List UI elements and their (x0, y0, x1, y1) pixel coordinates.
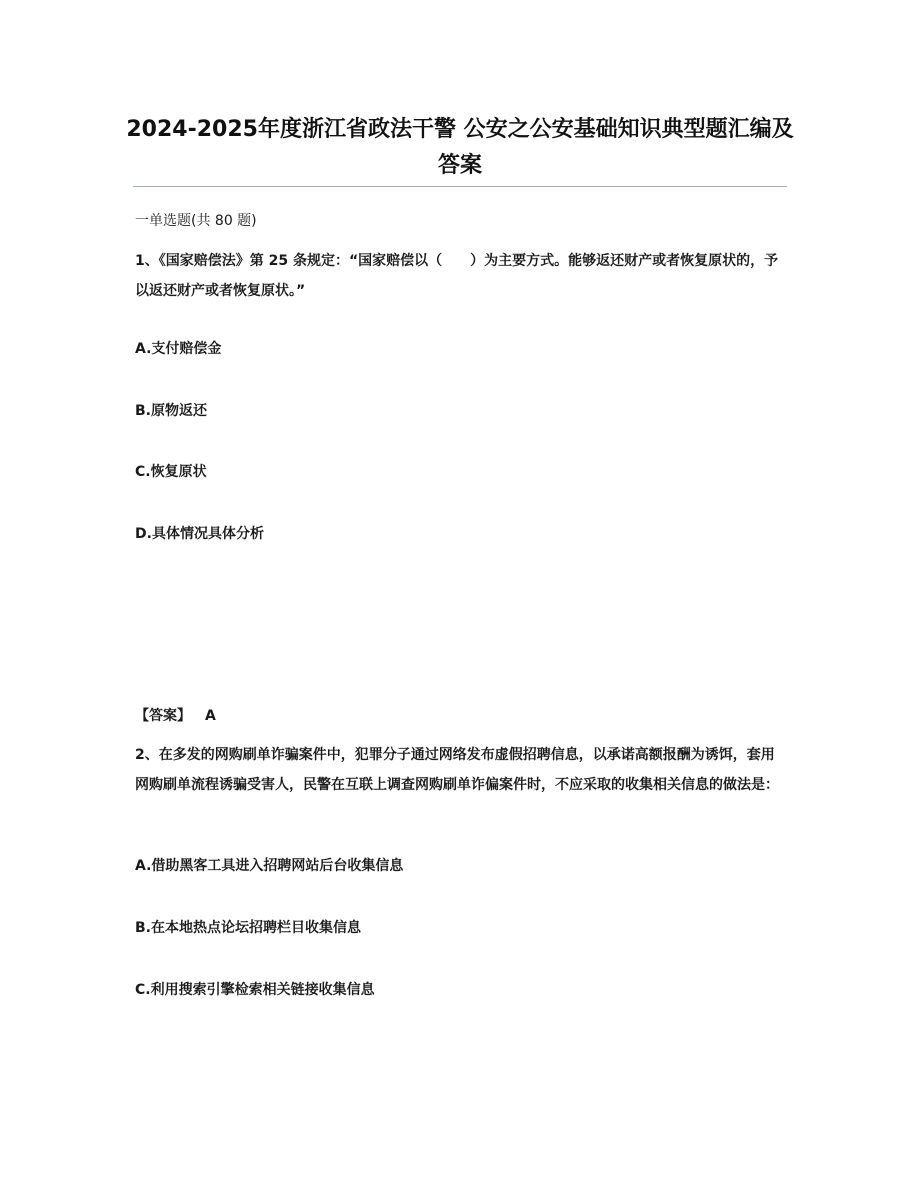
question-2-option-b: B.在本地热点论坛招聘栏目收集信息 (135, 920, 361, 936)
document-title: 2024-2025年度浙江省政法干警 公安之公安基础知识典型题汇编及答案 (126, 117, 794, 178)
answer-value: A (205, 708, 216, 724)
question-1-option-d: D.具体情况具体分析 (135, 526, 264, 542)
question-2-option-a: A.借助黑客工具进入招聘网站后台收集信息 (135, 858, 404, 874)
question-1-option-c: C.恢复原状 (135, 464, 207, 480)
section-header: 一单选题(共 80 题) (135, 213, 257, 229)
question-1-answer (135, 701, 216, 731)
question-1-option-a: A.支付赔偿金 (135, 341, 222, 357)
answer-label: 【答案】 (135, 708, 191, 724)
title-divider (133, 186, 787, 187)
question-1-stem: 1、《国家赔偿法》第 25 条规定：“国家赔偿以（ ）为主要方式。能够返还财产或者恢复原状的，予以返还财产或者恢复原状。” (135, 253, 779, 299)
question-1-option-b: B.原物返还 (135, 403, 207, 419)
question-2-stem: 2、在多发的网购刷单诈骗案件中，犯罪分子通过网络发布虚假招聘信息，以承诺高额报酬为诱饵，套用网购刷单流程诱骗受害人，民警在互联上调查网购刷单诈偏案件时，不应采取的收集相关信息的做法是： (135, 747, 779, 793)
question-2-option-c: C.利用搜索引擎检索相关链接收集信息 (135, 982, 375, 998)
